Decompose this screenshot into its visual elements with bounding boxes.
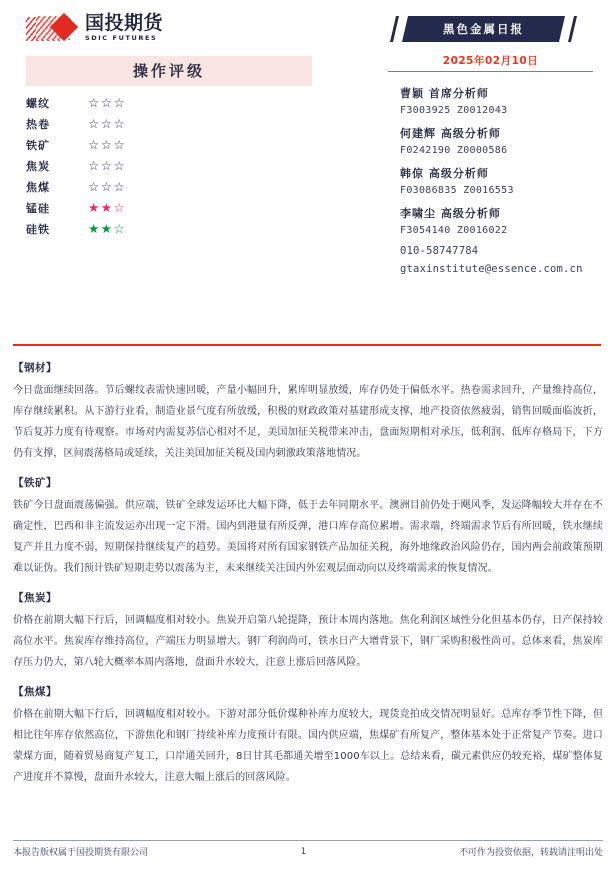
operation-ratings-panel bbox=[26, 56, 312, 240]
star-filled-icon: ★ bbox=[100, 199, 114, 215]
analyst-entry bbox=[400, 165, 601, 196]
star-outline-icon: ☆ bbox=[113, 157, 127, 173]
rating-stars bbox=[88, 178, 127, 194]
report-date-row bbox=[388, 49, 593, 72]
star-outline-icon: ☆ bbox=[113, 178, 127, 194]
analyst-name: 曹颖 首席分析师 bbox=[400, 87, 489, 100]
sdic-diamond-logo-icon bbox=[26, 14, 80, 44]
report-sections bbox=[13, 360, 603, 799]
rating-product-name: 热卷 bbox=[26, 118, 50, 131]
analyst-entry bbox=[400, 85, 601, 116]
analyst-license-codes: F0242190 Z0000586 bbox=[400, 145, 508, 156]
rating-stars bbox=[88, 199, 127, 215]
analyst-name: 韩倞 高级分析师 bbox=[400, 167, 489, 180]
star-outline-icon: ☆ bbox=[113, 136, 127, 152]
report-header bbox=[0, 0, 615, 348]
contact-email[interactable]: gtaxinstitute@essence.com.cn bbox=[400, 263, 583, 275]
rating-row bbox=[26, 219, 312, 239]
report-section bbox=[13, 684, 603, 788]
star-filled-icon: ★ bbox=[88, 220, 101, 236]
footer-copyright: 本报告版权属于国投期货有限公司 bbox=[13, 848, 149, 858]
star-outline-icon: ☆ bbox=[88, 136, 101, 152]
section-title: 【焦炭】 bbox=[13, 592, 57, 604]
star-filled-icon: ★ bbox=[88, 199, 101, 215]
brand-name-cn: 国投期货 bbox=[85, 12, 164, 34]
report-section bbox=[13, 360, 603, 464]
analyst-name: 李啸尘 高级分析师 bbox=[400, 207, 501, 220]
rating-row bbox=[26, 198, 312, 218]
rating-row bbox=[26, 156, 312, 176]
star-outline-icon: ☆ bbox=[100, 136, 114, 152]
rating-product-name: 铁矿 bbox=[26, 139, 50, 152]
header-divider-rule bbox=[13, 344, 601, 346]
rating-row bbox=[26, 114, 312, 134]
banner-title: 黑色金属日报 bbox=[443, 22, 524, 36]
star-filled-icon: ★ bbox=[100, 220, 114, 236]
rating-row bbox=[26, 93, 312, 113]
section-title: 【钢材】 bbox=[13, 362, 57, 374]
section-title: 【焦煤】 bbox=[13, 686, 57, 698]
ratings-panel-title: 操作评级 bbox=[26, 56, 312, 86]
contact-block bbox=[400, 245, 601, 275]
footer-page-number: 1 bbox=[300, 846, 307, 857]
report-meta-column bbox=[386, 16, 601, 281]
star-outline-icon: ☆ bbox=[113, 199, 127, 215]
brand-name-en: SDIC FUTURES bbox=[85, 34, 158, 42]
rating-stars bbox=[88, 115, 127, 131]
star-outline-icon: ☆ bbox=[100, 178, 114, 194]
report-section bbox=[13, 475, 603, 579]
footer-disclaimer: 不可作为投资依据，转载请注明出处 bbox=[458, 848, 603, 858]
analyst-license-codes: F03086835 Z0016553 bbox=[400, 185, 514, 196]
report-section bbox=[13, 590, 603, 673]
ratings-list bbox=[26, 93, 312, 239]
star-outline-icon: ☆ bbox=[113, 220, 127, 236]
banner-sliver-left bbox=[390, 16, 399, 42]
section-body: 价格在前期大幅下行后，回调幅度相对较小。焦炭开启第八轮提降，预计本周内落地。焦化利润区域性分化但基本仍存，日产保持较高位水平。焦炭库存维持高位，产端压力明显增大。钢厂利润尚可，铁水日产大增背景下，钢厂采购积极性尚可。总体来看，焦炭库存压力仍大，第八轮大概率本周内落地，盘面升水较大，注意上涨后回落风险。 bbox=[13, 615, 603, 668]
section-body: 铁矿今日盘面震荡偏强。供应端，铁矿全球发运环比大幅下降，低于去年同期水平。澳洲目前仍处于飓风季，发运降幅较大并存在不确定性，巴西和非主流发运亦出现一定下滑。国内到港量有所反弹，港口库存高位累增。需求端，终端需求节后有所回暖，铁水继续复产并且力度不弱，短期保持继续复产的趋势。美国将对所有国家钢铁产品加征关税，海外地缘政治风险仍存，国内两会前政策预期难以证伪。我们预计铁矿短期走势以震荡为主，未来继续关注国内外宏观层面动向以及终端需求的恢复情况。 bbox=[13, 500, 603, 574]
rating-product-name: 焦煤 bbox=[26, 181, 50, 194]
star-outline-icon: ☆ bbox=[100, 94, 114, 110]
section-title: 【铁矿】 bbox=[13, 477, 57, 489]
rating-product-name: 硅铁 bbox=[26, 223, 50, 236]
brand-logo bbox=[26, 14, 163, 48]
star-outline-icon: ☆ bbox=[88, 157, 101, 173]
rating-stars bbox=[88, 157, 127, 173]
footer-divider-rule bbox=[13, 840, 603, 841]
rating-stars bbox=[88, 136, 127, 152]
rating-product-name: 锰硅 bbox=[26, 202, 50, 215]
rating-stars bbox=[88, 94, 127, 110]
star-outline-icon: ☆ bbox=[100, 157, 114, 173]
analyst-entry bbox=[400, 125, 601, 156]
rating-stars bbox=[88, 220, 127, 236]
analyst-license-codes: F3054140 Z0016022 bbox=[400, 225, 508, 236]
star-outline-icon: ☆ bbox=[88, 94, 101, 110]
star-outline-icon: ☆ bbox=[113, 115, 127, 131]
section-body: 今日盘面继续回落。节后螺纹表需快速回暖，产量小幅回升，累库明显放缓，库存仍处于偏低水平。热卷需求回升，产量维持高位，库存继续累积。从下游行业看，制造业景气度有所放缓，积极的财政政策对基建形成支撑，地产投资依然疲弱，销售回暖面临波折，节后复苏力度有待观察。市场对内需复苏信心相对不足，美国加征关税带来冲击，盘面短期相对承压，低利润、低库存格局下，下方仍有支撑，区间震荡格局或延续，关注美国加征关税及国内刺激政策落地情况。 bbox=[13, 385, 603, 459]
star-outline-icon: ☆ bbox=[88, 178, 101, 194]
rating-product-name: 焦炭 bbox=[26, 160, 50, 173]
rating-row bbox=[26, 177, 312, 197]
banner-sliver-right bbox=[568, 16, 577, 42]
rating-row bbox=[26, 135, 312, 155]
analyst-list bbox=[400, 85, 601, 236]
contact-phone: 010-58747784 bbox=[400, 245, 479, 257]
analyst-name: 何建辉 高级分析师 bbox=[400, 127, 501, 140]
analyst-license-codes: F3003925 Z0012043 bbox=[400, 105, 508, 116]
star-outline-icon: ☆ bbox=[113, 94, 127, 110]
date-underline-rule bbox=[388, 71, 593, 72]
rating-product-name: 螺纹 bbox=[26, 97, 50, 110]
section-body: 价格在前期大幅下行后，回调幅度相对较小。下游对部分低价煤种补库力度较大，现货竞拍成交情况明显好。总库存季节性下降，但相比往年库存依然高位，下游焦化和钢厂持续补库力度预计有限。国内供应端，焦煤矿有所复产，整体基本处于正常复产节奏。进口蒙煤方面，随着贸易商复产复工，口岸通关回升，8日甘其毛都通关增至1000车以上。总结来看，碳元素供应仍较充裕，煤矿整体复产进度并不算慢，盘面升水较大，注意大幅上涨后的回落风险。 bbox=[13, 709, 603, 783]
page-footer bbox=[13, 840, 603, 862]
analyst-entry bbox=[400, 205, 601, 236]
star-outline-icon: ☆ bbox=[88, 115, 101, 131]
daily-report-banner bbox=[388, 16, 593, 42]
star-outline-icon: ☆ bbox=[100, 115, 114, 131]
report-date: 2025年02月10日 bbox=[442, 55, 539, 67]
